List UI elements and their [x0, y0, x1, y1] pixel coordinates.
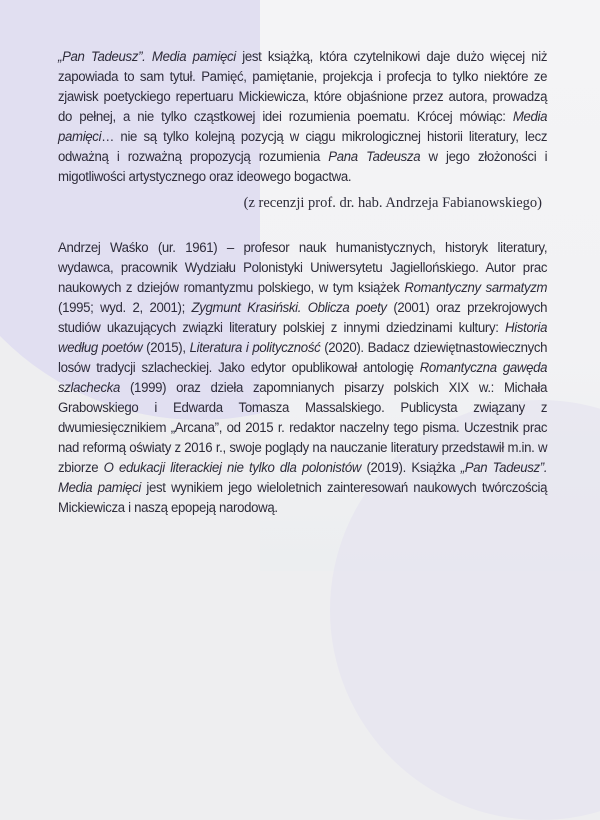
bio-book-3: Historia według poetów — [58, 320, 548, 356]
bio-book-7: „Pan Tadeusz”. Media pamięci — [58, 460, 548, 496]
review-book-title: „Pan Tadeusz”. Media pamięci — [58, 49, 236, 65]
bio-book-1: Romantyczny sarmatyzm — [404, 280, 548, 296]
bio-text-2: (1995; wyd. 2, 2001); — [58, 300, 192, 316]
review-text-2: … nie są tylko kolejną pozycją w ciągu mikrologicznej historii literatury, lecz odważną i rozważną propozycją rozumienia — [58, 129, 548, 165]
bio-text-1: Andrzej Waśko (ur. 1961) – profesor nauk humanistycznych, historyk literatury, wydawca, pracownik Wydziału Polonistyki Uniwersytetu Jagiellońskiego. Autor prac naukowych z dziejów romantyzmu polskiego, w tym książek — [58, 240, 548, 296]
review-text-1: jest książką, która czytelnikowi daje dużo więcej niż zapowiada to sam tytuł. Pamięć, pamiętanie, projekcja i profecja to tylko niektóre ze zjawisk poetyckiego repertuaru Mickiewicza, które objaśnione przez autora, prowadzą do pełnej, a nie tylko cząstkowej idei rozumienia poematu. Krócej mówiąc: — [58, 49, 548, 125]
bio-book-5: Romantyczna gawęda szlachecka — [58, 360, 548, 396]
author-bio-paragraph — [58, 238, 547, 518]
bio-text-4: (2015), — [142, 340, 190, 356]
review-book-title-short: Media pamięci — [58, 109, 548, 145]
bio-text-3: (2001) oraz przekrojowych studiów ukazujących związki literatury polskiej z innymi dziedzinami kultury: — [58, 300, 548, 336]
bio-book-4: Literatura i polityczność — [189, 340, 321, 356]
bio-text-7: (2019). Książka — [361, 460, 461, 476]
bio-text-8: jest wynikiem jego wieloletnich zainteresowań naukowych twórczością Mickiewicza i naszą epopeją narodową. — [58, 480, 548, 516]
bio-book-6: O edukacji literackiej nie tylko dla polonistów — [103, 460, 362, 476]
bio-text-6: (1999) oraz dzieła zapomnianych pisarzy polskich XIX w.: Michała Grabowskiego i Edwarda Tomasza Massalskiego. Publicysta związany z dwumiesięcznikiem „Arcana”, od 2015 r. redaktor naczelny tego pisma. Uczestnik prac nad reformą oświaty z 2016 r., swoje poglądy na nauczanie literatury przedstawił m.in. w zbiorze — [58, 380, 548, 476]
review-attribution: (z recenzji prof. dr. hab. Andrzeja Fabianowskiego) — [243, 195, 542, 211]
bio-text-5: (2020). Badacz dziewiętnastowiecznych losów tradycji szlacheckiej. Jako edytor opublikował antologię — [58, 340, 548, 376]
review-paragraph — [58, 47, 547, 187]
review-text-3: w jego złożoności i migotliwości artystycznego oraz ideowego bogactwa. — [58, 149, 548, 185]
review-book-title-pana: Pana Tadeusza — [328, 149, 421, 165]
bio-book-2: Zygmunt Krasiński. Oblicza poety — [191, 300, 387, 316]
